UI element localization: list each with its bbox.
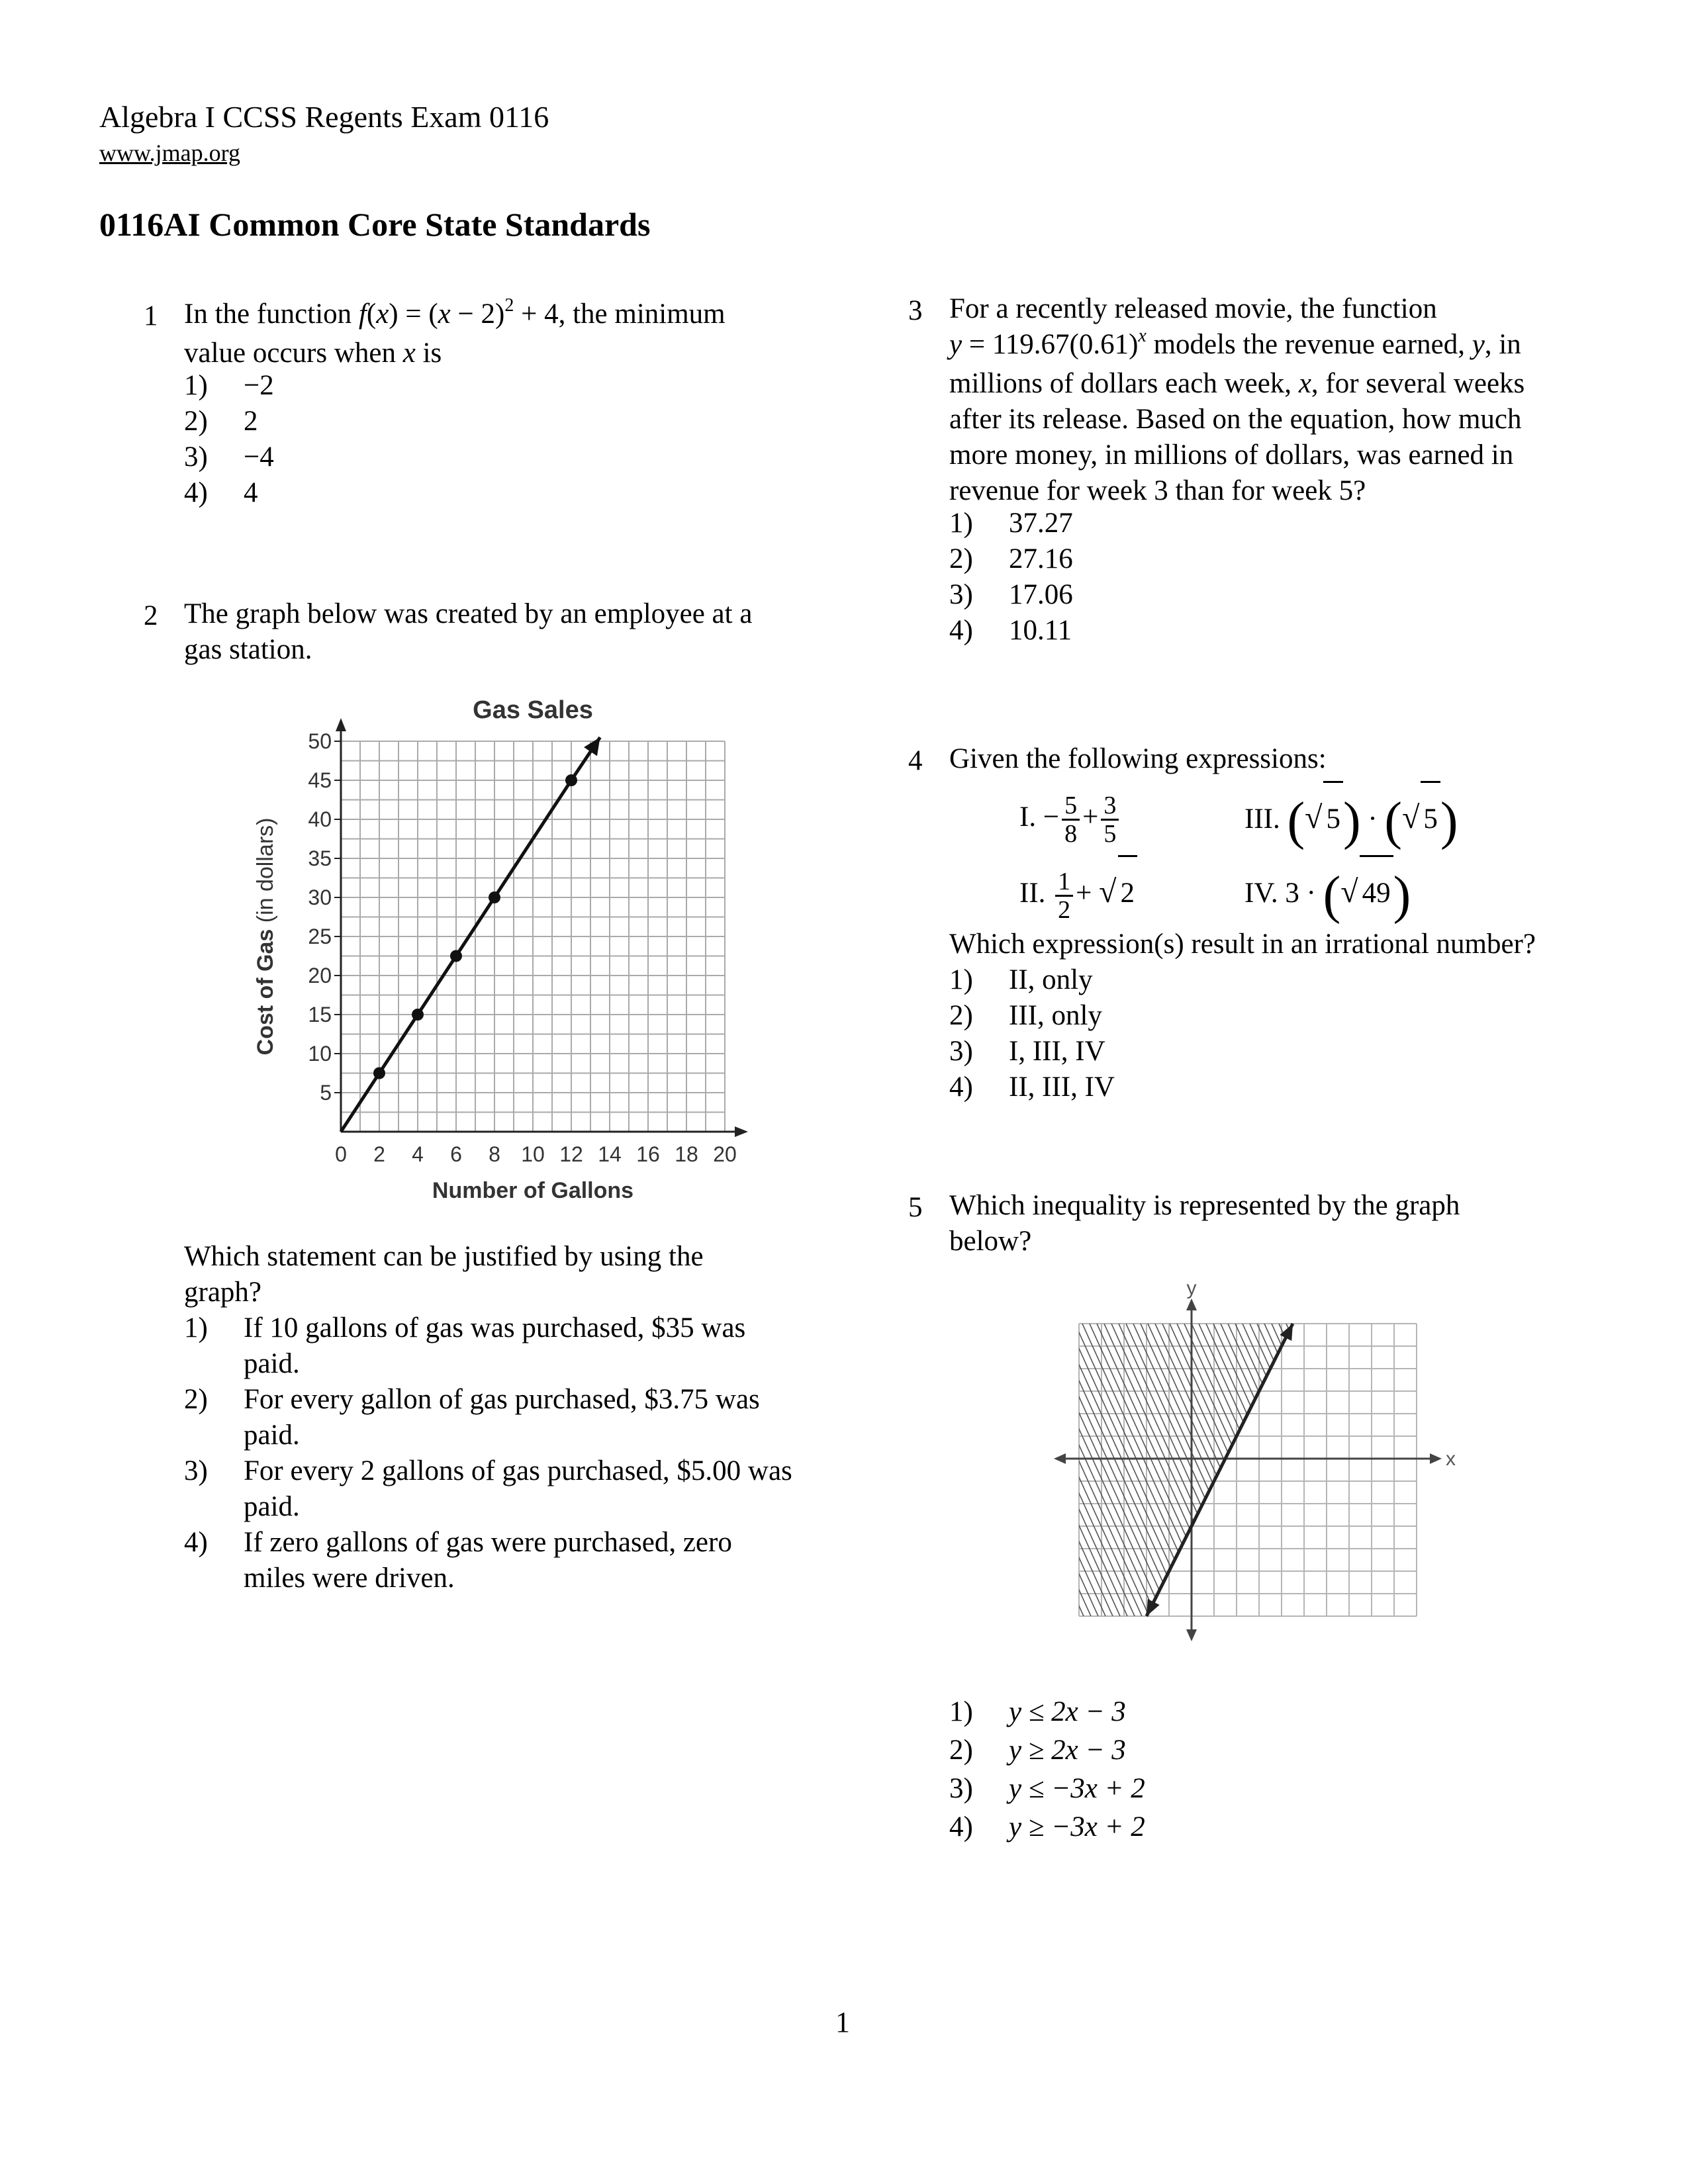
hatch-line: [1636, 1324, 1688, 1616]
hatch-line: [1009, 1324, 1142, 1616]
hatch-line: [988, 1324, 1120, 1616]
question-stem-line: Which inequality is represented by the graph: [949, 1190, 1460, 1221]
choice-3[interactable]: 3) I, III, IV: [949, 1036, 1105, 1067]
y-tick-label: 30: [308, 886, 332, 909]
hatch-line: [937, 1324, 1069, 1616]
question-stem: In the function $f(x) = (x - 2)^2 + 4$, the minimum value occurs when x is: [184, 295, 726, 369]
shading: [682, 1324, 1688, 1616]
hatch-line: [1177, 1324, 1309, 1616]
inequality-graph: [1053, 1277, 1476, 1661]
question-stem: Given the following expressions:: [949, 743, 1327, 774]
hatch-line: [1541, 1324, 1673, 1616]
question-prompt-line: graph?: [184, 1277, 261, 1308]
y-tick-label: 35: [308, 846, 332, 870]
hatch-line: [1264, 1324, 1397, 1616]
choice-3[interactable]: 3) −4: [184, 441, 274, 473]
hatch-line: [1068, 1324, 1200, 1616]
hatch-line: [798, 1324, 931, 1616]
question-stem-line: below?: [949, 1226, 1032, 1257]
website-link[interactable]: www.jmap.org: [99, 140, 240, 166]
chart-title: Gas Sales: [473, 696, 593, 724]
hatch-line: [1395, 1324, 1528, 1616]
hatch-line: [849, 1324, 982, 1616]
x-tick-label: 0: [335, 1142, 347, 1166]
hatch-line: [1592, 1324, 1688, 1616]
choice-2[interactable]: 2) For every gallon of gas purchased, $3.75 was paid.: [184, 1384, 760, 1451]
choice-2[interactable]: 2) III, only: [949, 1000, 1102, 1031]
y-tick-label: 40: [308, 807, 332, 831]
hatch-line: [813, 1324, 945, 1616]
hatch-line: [908, 1324, 1040, 1616]
question-stem-line: The graph below was created by an employee at a: [184, 598, 753, 629]
x-tick-label: 8: [489, 1142, 500, 1166]
hatch-line: [1483, 1324, 1615, 1616]
hatch-line: [1614, 1324, 1688, 1616]
data-point: [412, 1009, 424, 1021]
hatch-line: [1490, 1324, 1622, 1616]
question-number: 2: [144, 600, 158, 631]
x-tick-label: 6: [450, 1142, 462, 1166]
x-tick-label: 20: [713, 1142, 737, 1166]
hatch-line: [1381, 1324, 1513, 1616]
hatch-line: [1279, 1324, 1411, 1616]
hatch-line: [1519, 1324, 1652, 1616]
hatch-line: [1243, 1324, 1375, 1616]
x-axis-arrow: [735, 1126, 748, 1137]
hatch-line: [973, 1324, 1105, 1616]
hatch-line: [1526, 1324, 1659, 1616]
hatch-line: [1628, 1324, 1688, 1616]
y-tick-label: 45: [308, 768, 332, 792]
question-prompt: Which expression(s) result in an irrational number?: [949, 929, 1536, 960]
hatch-line: [1585, 1324, 1688, 1616]
y-tick-label: 15: [308, 1003, 332, 1026]
hatch-line: [842, 1324, 974, 1616]
x-tick-label: 12: [559, 1142, 583, 1166]
hatch-line: [878, 1324, 1011, 1616]
x-tick-label: 4: [412, 1142, 424, 1166]
hatch-line: [1053, 1324, 1186, 1616]
hatch-line: [1672, 1324, 1688, 1616]
hatch-line: [1505, 1324, 1637, 1616]
hatch-line: [871, 1324, 1004, 1616]
choice-4[interactable]: 4) 4: [184, 477, 258, 508]
choice-3[interactable]: 3) For every 2 gallons of gas purchased, $5.00 was paid.: [184, 1455, 792, 1522]
x-tick-label: 14: [598, 1142, 622, 1166]
hatch-line: [1162, 1324, 1295, 1616]
hatch-line: [1607, 1324, 1688, 1616]
hatch-line: [1141, 1324, 1273, 1616]
hatch-line: [980, 1324, 1113, 1616]
choice-1[interactable]: 1) 37.27: [949, 508, 1073, 539]
y-tick-label: 10: [308, 1042, 332, 1066]
choice-1[interactable]: 1) −2: [184, 370, 274, 401]
x-tick-label: 2: [373, 1142, 385, 1166]
hatch-line: [1570, 1324, 1688, 1616]
y-axis-label: [253, 818, 278, 1056]
gas-sales-chart: [245, 688, 755, 1218]
hatch-line: [1548, 1324, 1681, 1616]
section-title: 0116AI Common Core State Standards: [99, 206, 651, 243]
data-point: [489, 891, 500, 903]
hatch-line: [1425, 1324, 1557, 1616]
y-axis-label-main: Cost of Gas: [253, 929, 278, 1056]
choice-2[interactable]: 2) 27.16: [949, 543, 1073, 574]
choice-2[interactable]: 2) 2: [184, 406, 258, 437]
hatch-line: [1556, 1324, 1688, 1616]
choice-1[interactable]: 1) II, only: [949, 964, 1093, 995]
hatch-line: [929, 1324, 1062, 1616]
hatch-line: [1359, 1324, 1491, 1616]
hatch-line: [1286, 1324, 1419, 1616]
question-stem-line: gas station.: [184, 634, 312, 665]
hatch-line: [995, 1324, 1127, 1616]
hatch-line: [835, 1324, 967, 1616]
y-tick-label: 50: [308, 729, 332, 753]
hatch-line: [1323, 1324, 1455, 1616]
hatch-line: [886, 1324, 1018, 1616]
y-axis-label-unit: (in dollars): [253, 817, 278, 929]
hatch-line: [1403, 1324, 1535, 1616]
hatch-line: [1534, 1324, 1666, 1616]
hatch-line: [1337, 1324, 1470, 1616]
y-axis-label: y: [1186, 1277, 1197, 1299]
data-point: [373, 1068, 385, 1079]
choice-1[interactable]: 1) If 10 gallons of gas was purchased, $35 was paid.: [184, 1312, 746, 1379]
hatch-line: [1410, 1324, 1542, 1616]
x-axis-arrow-right: [1430, 1453, 1442, 1464]
question-stem: For a recently released movie, the function $y = 119.67(0.61)^x$ models the revenue earned, y, in millions of dollars each week, x, for several weeks after its release. Based on the equation, how much more money, in millions of dollars, was earned in revenue for week 3 than for week 5?: [949, 293, 1525, 506]
expression-iii: III. (√ 5) · (√ 5): [1244, 781, 1458, 854]
hatch-line: [1577, 1324, 1688, 1616]
y-tick-label: 20: [308, 964, 332, 987]
hatch-line: [1621, 1324, 1688, 1616]
hatch-line: [915, 1324, 1047, 1616]
hatch-line: [1563, 1324, 1688, 1616]
data-point: [565, 774, 577, 786]
hatch-line: [1293, 1324, 1426, 1616]
data-line-arrow: [584, 737, 600, 756]
question-number: 5: [908, 1192, 923, 1223]
choice-1[interactable]: 1) y ≤ 2x − 3: [949, 1696, 1126, 1727]
question-prompt-line: Which statement can be justified by using the: [184, 1241, 704, 1272]
y-tick-label: 5: [320, 1081, 332, 1105]
data-point: [450, 950, 462, 962]
choice-4[interactable]: 4) 10.11: [949, 615, 1072, 646]
expression-iv: IV. 3 · (√ 49): [1244, 855, 1411, 928]
hatch-line: [857, 1324, 989, 1616]
hatch-line: [944, 1324, 1076, 1616]
hatch-line: [1235, 1324, 1368, 1616]
hatch-line: [1024, 1324, 1156, 1616]
y-axis-arrow: [336, 718, 346, 731]
hatch-line: [1002, 1324, 1135, 1616]
hatch-line: [827, 1324, 960, 1616]
choice-4[interactable]: 4) If zero gallons of gas were purchased, zero miles were driven.: [184, 1527, 732, 1594]
choice-3[interactable]: 3) y ≤ −3x + 2: [949, 1773, 1145, 1804]
x-tick-label: 18: [675, 1142, 698, 1166]
hatch-line: [1308, 1324, 1440, 1616]
question-number: 1: [144, 300, 158, 332]
choice-2[interactable]: 2) y ≥ 2x − 3: [949, 1735, 1126, 1766]
hatch-line: [1599, 1324, 1688, 1616]
hatch-line: [806, 1324, 938, 1616]
hatch-line: [959, 1324, 1091, 1616]
hatch-line: [1119, 1324, 1251, 1616]
hatch-line: [900, 1324, 1033, 1616]
hatch-line: [1650, 1324, 1688, 1616]
hatch-line: [1512, 1324, 1644, 1616]
hatch-line: [1111, 1324, 1244, 1616]
hatch-line: [1060, 1324, 1193, 1616]
hatch-line: [1046, 1324, 1178, 1616]
y-axis-arrow-up: [1186, 1298, 1197, 1310]
hatch-line: [1315, 1324, 1448, 1616]
choice-4[interactable]: 4) II, III, IV: [949, 1071, 1115, 1103]
hatch-line: [1476, 1324, 1608, 1616]
hatch-line: [1039, 1324, 1171, 1616]
hatch-line: [1432, 1324, 1564, 1616]
hatch-line: [893, 1324, 1025, 1616]
hatch-line: [1461, 1324, 1593, 1616]
hatch-line: [820, 1324, 953, 1616]
hatch-line: [1439, 1324, 1571, 1616]
x-axis-label: x: [1446, 1448, 1456, 1470]
hatch-line: [1643, 1324, 1688, 1616]
page-number: 1: [835, 2006, 850, 2038]
hatch-line: [1446, 1324, 1579, 1616]
hatch-line: [922, 1324, 1055, 1616]
hatch-line: [864, 1324, 996, 1616]
hatch-line: [1184, 1324, 1317, 1616]
hatch-line: [1417, 1324, 1550, 1616]
exam-title: Algebra I CCSS Regents Exam 0116: [99, 100, 549, 134]
hatch-line: [1257, 1324, 1389, 1616]
expression-ii: II. $\frac{1}{2}$ + √ 2: [1019, 855, 1137, 928]
question-number: 3: [908, 295, 923, 326]
y-tick-label: 25: [308, 925, 332, 948]
x-tick-label: 16: [636, 1142, 660, 1166]
hatch-line: [1090, 1324, 1222, 1616]
hatch-line: [1133, 1324, 1266, 1616]
choice-4[interactable]: 4) y ≥ −3x + 2: [949, 1811, 1145, 1843]
hatch-line: [1031, 1324, 1164, 1616]
x-axis-arrow-left: [1054, 1453, 1066, 1464]
hatch-line: [1665, 1324, 1688, 1616]
choice-3[interactable]: 3) 17.06: [949, 579, 1073, 610]
hatch-line: [1097, 1324, 1229, 1616]
expression-i: I. − $\frac{5}{8}$ + $\frac{3}{5}$: [1019, 781, 1121, 854]
hatch-line: [1221, 1324, 1353, 1616]
hatch-line: [1388, 1324, 1521, 1616]
x-tick-label: 10: [521, 1142, 545, 1166]
hatch-line: [1468, 1324, 1601, 1616]
x-axis-label: Number of Gallons: [432, 1178, 634, 1203]
hatch-line: [1344, 1324, 1477, 1616]
hatch-line: [1075, 1324, 1207, 1616]
hatch-line: [1454, 1324, 1586, 1616]
question-number: 4: [908, 745, 923, 776]
hatch-line: [951, 1324, 1084, 1616]
hatch-line: [1228, 1324, 1360, 1616]
hatch-line: [1301, 1324, 1433, 1616]
hatch-line: [1497, 1324, 1630, 1616]
hatch-line: [1017, 1324, 1149, 1616]
hatch-line: [1658, 1324, 1688, 1616]
y-axis-arrow-down: [1186, 1629, 1197, 1641]
hatch-line: [1366, 1324, 1499, 1616]
hatch-line: [1272, 1324, 1404, 1616]
